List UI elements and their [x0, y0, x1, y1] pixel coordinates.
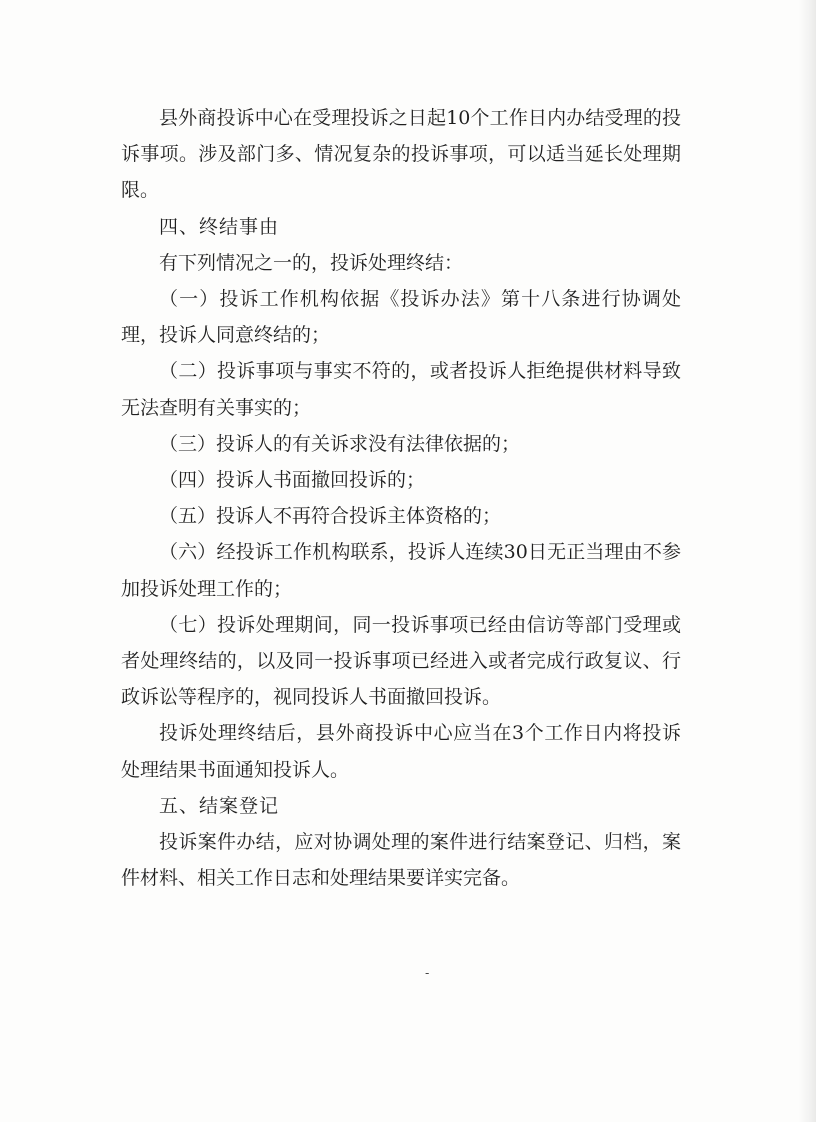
scan-shadow [798, 0, 816, 1122]
list-item-2: （二）投诉事项与事实不符的，或者投诉人拒绝提供材料导致无法查明有关事实的； [121, 360, 681, 419]
list-item-1: （一）投诉工作机构依据《投诉办法》第十八条进行协调处理，投诉人同意终结的； [121, 288, 681, 347]
list-item-3: （三）投诉人的有关诉求没有法律依据的； [159, 432, 521, 455]
section-heading-closing: 五、结案登记 [159, 794, 280, 817]
list-item-6: （六）经投诉工作机构联系，投诉人连续30日无正当理由不参加投诉处理工作的； [121, 541, 681, 600]
paragraph-termination-intro: 有下列情况之一的，投诉处理终结： [159, 251, 464, 274]
paragraph-time-limit: 县外商投诉中心在受理投诉之日起10个工作日内办结受理的投诉事项。涉及部门多、情况复杂的投诉事项，可以适当延长处理期限。 [121, 107, 681, 202]
list-item-4: （四）投诉人书面撤回投诉的； [159, 469, 426, 492]
paragraph-closing-registration: 投诉案件办结，应对协调处理的案件进行结案登记、归档，案件材料、相关工作日志和处理结果要详实完备。 [121, 831, 681, 890]
page-footer-mark: - [425, 966, 430, 980]
paragraph-notification: 投诉处理终结后，县外商投诉中心应当在3个工作日内将投诉处理结果书面通知投诉人。 [121, 722, 681, 781]
document-body [121, 100, 681, 896]
section-heading-termination: 四、终结事由 [159, 215, 280, 238]
list-item-5: （五）投诉人不再符合投诉主体资格的； [159, 505, 502, 528]
list-item-7: （七）投诉处理期间，同一投诉事项已经由信访等部门受理或者处理终结的，以及同一投诉事项已经进入或者完成行政复议、行政诉讼等程序的，视同投诉人书面撤回投诉。 [121, 613, 681, 709]
